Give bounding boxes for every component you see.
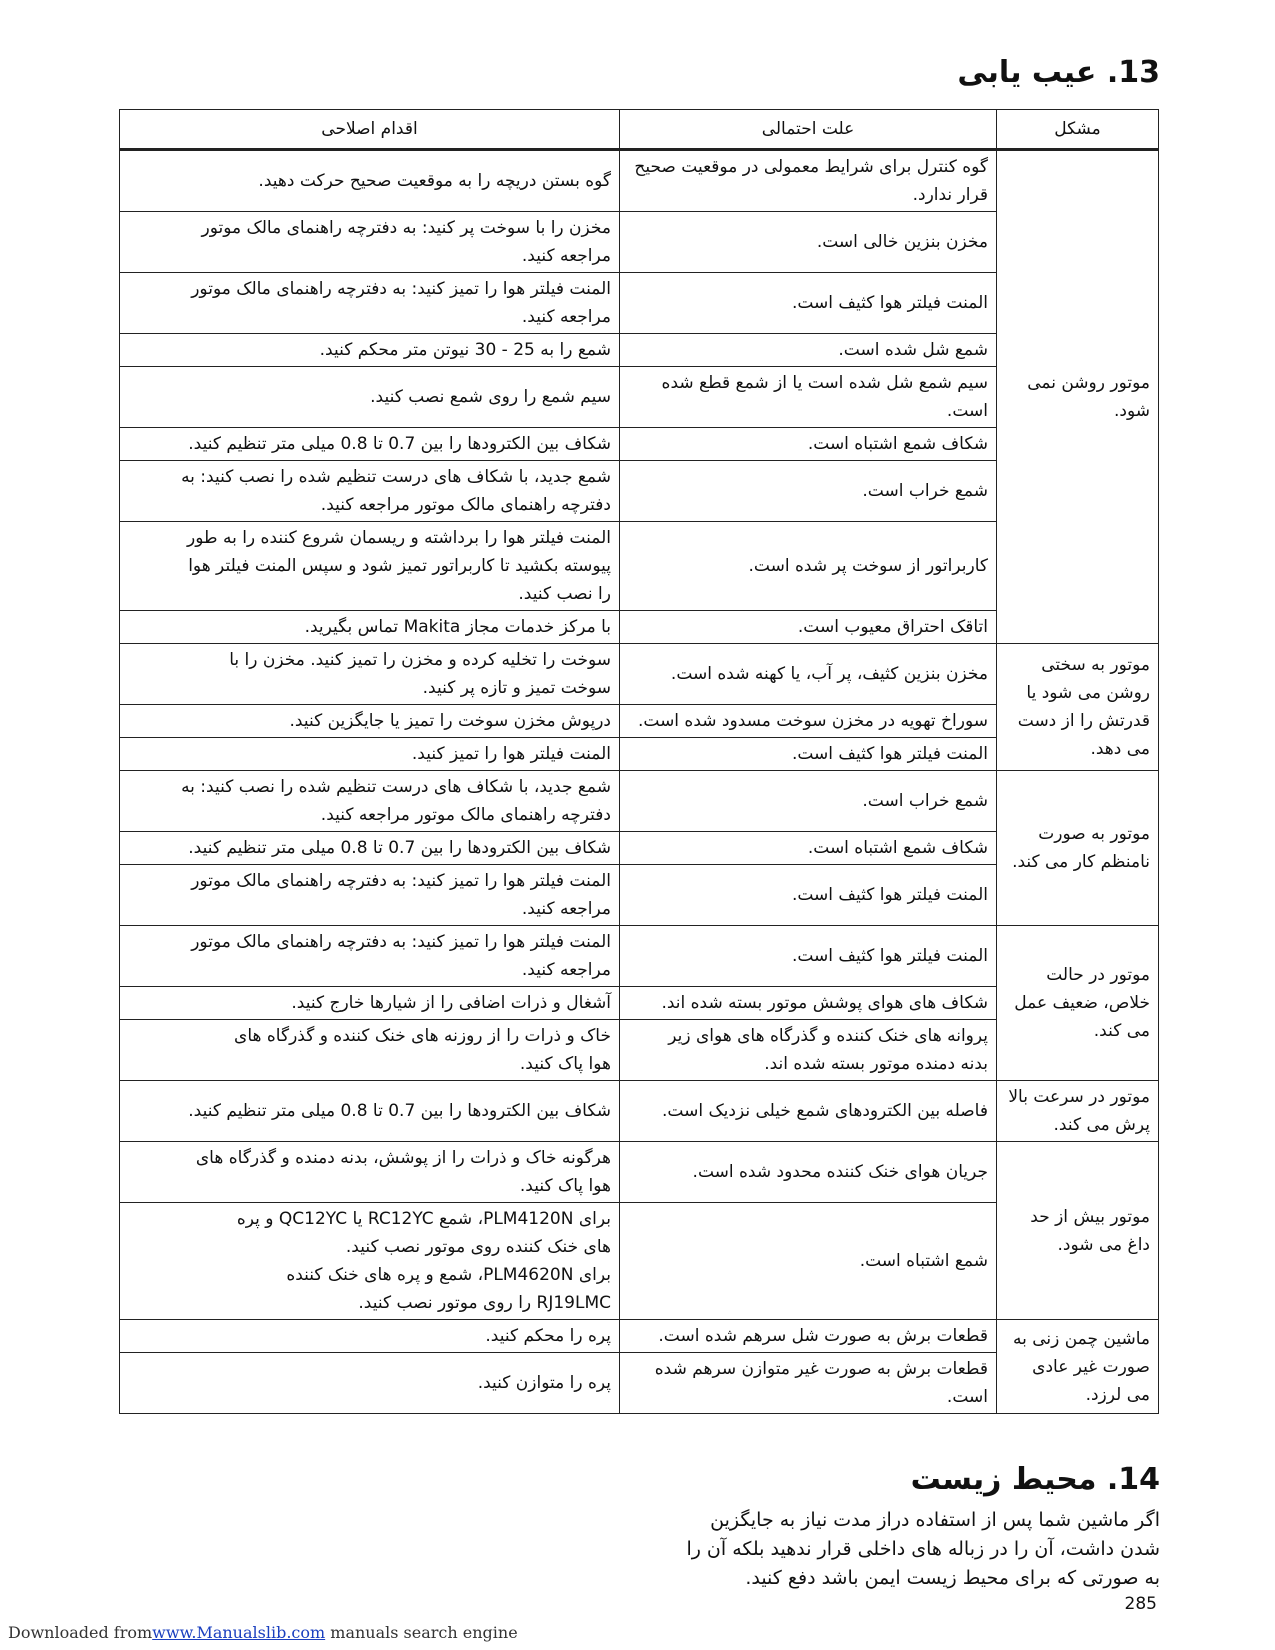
table-row: [120, 926, 1159, 987]
cause-cell: شکاف شمع اشتباه است.: [620, 832, 997, 865]
cause-cell: شمع اشتباه است.: [620, 1203, 997, 1320]
footer-suffix: manuals search engine: [330, 1623, 518, 1642]
table-body: [120, 150, 1159, 1414]
cause-cell: مخزن بنزین کثیف، پر آب، یا کهنه شده است.: [620, 644, 997, 705]
cause-cell: اتاقک احتراق معیوب است.: [620, 611, 997, 644]
table-row: [120, 1142, 1159, 1203]
problem-cell: موتور به سختی روشن می شود یا قدرتش را از دست می دهد.: [997, 644, 1159, 771]
remedy-cell: شمع جدید، با شکاف های درست تنظیم شده را نصب کنید: به دفترچه راهنمای مالک موتور مراجعه کنید.: [120, 461, 620, 522]
header-problem: مشکل: [997, 110, 1159, 150]
troubleshooting-table: [119, 109, 1159, 1414]
remedy-cell: سوخت را تخلیه کرده و مخزن را تمیز کنید. مخزن را با سوخت تمیز و تازه پر کنید.: [120, 644, 620, 705]
environment-paragraph: اگر ماشین شما پس از استفاده دراز مدت نیاز به جایگزین شدن داشت، آن را در زباله های داخلی قرار ندهید بلکه آن را به صورتی که برای محیط زیست ایمن باشد دفع کنید.: [686, 1509, 1160, 1589]
remedy-cell: شمع جدید، با شکاف های درست تنظیم شده را نصب کنید: به دفترچه راهنمای مالک موتور مراجعه کنید.: [120, 771, 620, 832]
remedy-cell: برای PLM4120N، شمع RC12YC یا QC12YC و پره های خنک کننده روی موتور نصب کنید. برای PLM4620N، شمع و پره های خنک کننده RJ19LMC را روی موتور نصب کنید.: [120, 1203, 620, 1320]
problem-cell: موتور بیش از حد داغ می شود.: [997, 1142, 1159, 1320]
remedy-cell: المنت فیلتر هوا را برداشته و ریسمان شروع کننده را به طور پیوسته بکشید تا کاربراتور تمیز شود و سپس المنت فیلتر هوا را نصب کنید.: [120, 522, 620, 611]
remedy-cell: با مرکز خدمات مجاز Makita تماس بگیرید.: [120, 611, 620, 644]
remedy-cell: آشغال و ذرات اضافی را از شیارها خارج کنید.: [120, 987, 620, 1020]
remedy-cell: شکاف بین الکترودها را بین 0.7 تا 0.8 میلی متر تنظیم کنید.: [120, 832, 620, 865]
cause-cell: المنت فیلتر هوا کثیف است.: [620, 738, 997, 771]
cause-cell: شمع خراب است.: [620, 461, 997, 522]
cause-cell: المنت فیلتر هوا کثیف است.: [620, 273, 997, 334]
remedy-cell: پره را متوازن کنید.: [120, 1353, 620, 1414]
header-remedy: اقدام اصلاحی: [120, 110, 620, 150]
cause-cell: سوراخ تهویه در مخزن سوخت مسدود شده است.: [620, 705, 997, 738]
cause-cell: پروانه های خنک کننده و گذرگاه های هوای زیر بدنه دمنده موتور بسته شده اند.: [620, 1020, 997, 1081]
remedy-cell: شکاف بین الکترودها را بین 0.7 تا 0.8 میلی متر تنظیم کنید.: [120, 428, 620, 461]
cause-cell: قطعات برش به صورت غیر متوازن سرهم شده است.: [620, 1353, 997, 1414]
table-row: [120, 150, 1159, 212]
cause-cell: شمع خراب است.: [620, 771, 997, 832]
remedy-cell: شمع را به 25 - 30 نیوتن متر محکم کنید.: [120, 334, 620, 367]
table-row: [120, 1081, 1159, 1142]
cause-cell: مخزن بنزین خالی است.: [620, 212, 997, 273]
remedy-cell: درپوش مخزن سوخت را تمیز یا جایگزین کنید.: [120, 705, 620, 738]
cause-cell: گوه کنترل برای شرایط معمولی در موقعیت صحیح قرار ندارد.: [620, 150, 997, 212]
cause-cell: شکاف های هوای پوشش موتور بسته شده اند.: [620, 987, 997, 1020]
cause-cell: کاربراتور از سوخت پر شده است.: [620, 522, 997, 611]
table-row: [120, 771, 1159, 832]
remedy-cell: المنت فیلتر هوا را تمیز کنید.: [120, 738, 620, 771]
remedy-cell: هرگونه خاک و ذرات را از پوشش، بدنه دمنده و گذرگاه های هوا پاک کنید.: [120, 1142, 620, 1203]
cause-cell: شمع شل شده است.: [620, 334, 997, 367]
problem-cell: موتور در سرعت بالا پرش می کند.: [997, 1081, 1159, 1142]
table-header-row: [120, 110, 1159, 150]
cause-cell: قطعات برش به صورت شل سرهم شده است.: [620, 1320, 997, 1353]
cause-cell: فاصله بین الکترودهای شمع خیلی نزدیک است.: [620, 1081, 997, 1142]
remedy-cell: المنت فیلتر هوا را تمیز کنید: به دفترچه راهنمای مالک موتور مراجعه کنید.: [120, 273, 620, 334]
remedy-cell: المنت فیلتر هوا را تمیز کنید: به دفترچه راهنمای مالک موتور مراجعه کنید.: [120, 926, 620, 987]
page-number: 285: [1124, 1594, 1157, 1614]
remedy-cell: سیم شمع را روی شمع نصب کنید.: [120, 367, 620, 428]
remedy-cell: پره را محکم کنید.: [120, 1320, 620, 1353]
cause-cell: شکاف شمع اشتباه است.: [620, 428, 997, 461]
download-footer: [8, 1623, 518, 1642]
remedy-cell: گوه بستن دریچه را به موقعیت صحیح حرکت دهید.: [120, 150, 620, 212]
header-cause: علت احتمالی: [620, 110, 997, 150]
cause-cell: المنت فیلتر هوا کثیف است.: [620, 926, 997, 987]
table-row: [120, 1320, 1159, 1353]
remedy-cell: مخزن را با سوخت پر کنید: به دفترچه راهنمای مالک موتور مراجعه کنید.: [120, 212, 620, 273]
manualslib-link[interactable]: www.Manualslib.com: [152, 1623, 326, 1642]
problem-cell: موتور به صورت نامنظم کار می کند.: [997, 771, 1159, 926]
problem-cell: موتور در حالت خلاص، ضعیف عمل می کند.: [997, 926, 1159, 1081]
section-14-title: 14. محیط زیست: [910, 1462, 1160, 1497]
remedy-cell: خاک و ذرات را از روزنه های خنک کننده و گذرگاه های هوا پاک کنید.: [120, 1020, 620, 1081]
problem-cell: موتور روشن نمی شود.: [997, 150, 1159, 644]
table-row: [120, 644, 1159, 705]
cause-cell: سیم شمع شل شده است یا از شمع قطع شده است.: [620, 367, 997, 428]
remedy-cell: شکاف بین الکترودها را بین 0.7 تا 0.8 میلی متر تنظیم کنید.: [120, 1081, 620, 1142]
remedy-cell: المنت فیلتر هوا را تمیز کنید: به دفترچه راهنمای مالک موتور مراجعه کنید.: [120, 865, 620, 926]
cause-cell: جریان هوای خنک کننده محدود شده است.: [620, 1142, 997, 1203]
footer-prefix: Downloaded from: [8, 1623, 153, 1642]
problem-cell: ماشین چمن زنی به صورت غیر عادی می لرزد.: [997, 1320, 1159, 1414]
cause-cell: المنت فیلتر هوا کثیف است.: [620, 865, 997, 926]
section-13-title: 13. عیب یابی: [957, 55, 1160, 90]
